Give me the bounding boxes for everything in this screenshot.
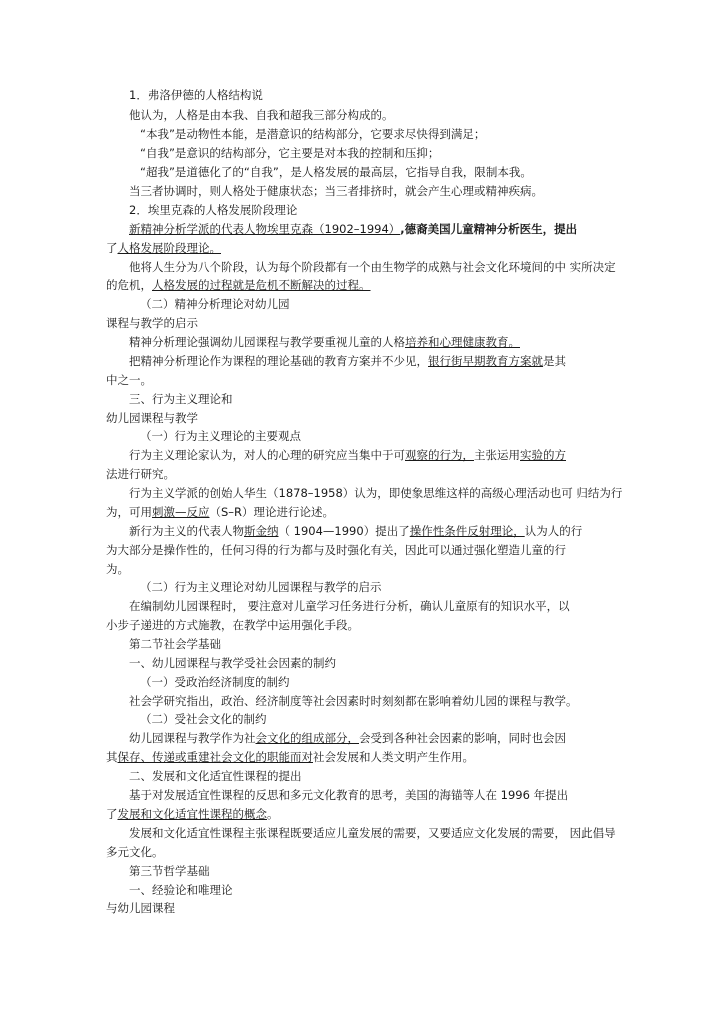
paragraph-line: 他将人生分为八个阶段，认为每个阶段都有一个由生物学的成熟与社会文化环境间的中 实所决定 — [129, 260, 616, 274]
underlined-text: 刺激—反应 — [152, 505, 210, 519]
text-fragment: ,德裔美国儿童精神分析医生，提出 — [400, 222, 578, 236]
paragraph-line: 当三者协调时，则人格处于健康状态；当三者排挤时，就会产生心理或精神疾病。 — [129, 184, 543, 198]
paragraph-line — [106, 750, 474, 764]
paragraph-line — [129, 524, 582, 538]
text-fragment: 其 — [106, 750, 118, 764]
section-heading: 二、发展和文化适宜性课程的提出 — [129, 769, 302, 783]
section-heading: 三、行为主义理论和 — [129, 392, 233, 406]
paragraph-line: 为。 — [106, 562, 129, 576]
paragraph-line: 小步子递进的方式施教，在教学中运用强化手段。 — [106, 618, 359, 632]
underlined-text: 人格发展的过程就是危机不断解决的过程。 — [152, 278, 371, 292]
text-fragment: 了 — [106, 807, 118, 821]
paragraph-line: 社会学研究指出，政治、经济制度等社会因素时时刻刻都在影响着幼儿园的课程与教学。 — [129, 694, 578, 708]
paragraph-line: 中之一。 — [106, 373, 152, 387]
paragraph-line — [106, 241, 221, 255]
underlined-text: 实验的方 — [520, 448, 566, 462]
section-heading: 第二节社会学基础 — [129, 637, 221, 651]
text-fragment: 的危机， — [106, 278, 152, 292]
heading-freud-structure: 1．弗洛伊德的人格结构说 — [129, 88, 263, 102]
underlined-text: 培养和心理健康教育。 — [405, 335, 520, 349]
text-fragment: 社会发展和人类文明产生作用。 — [313, 750, 474, 764]
text-fragment: 。 — [267, 807, 279, 821]
subsection-heading: （一）行为主义理论的主要观点 — [140, 429, 301, 443]
section-heading: 一、幼儿园课程与教学受社会因素的制约 — [129, 656, 336, 670]
paragraph-line: 为大部分是操作性的，任何习得的行为都与及时强化有关，因此可以通过强化塑造儿童的行 — [106, 543, 566, 557]
underlined-text: 发展和文化适宜性课程的概念 — [117, 807, 267, 821]
text-fragment: 了 — [106, 241, 118, 255]
section-heading: 第三节哲学基础 — [129, 864, 210, 878]
paragraph-line — [129, 222, 577, 236]
section-heading-continuation: 幼儿园课程与教学 — [106, 411, 198, 425]
paragraph-line: 法进行研究。 — [106, 467, 175, 481]
underlined-text: 斯金纳 — [244, 524, 279, 538]
text-fragment: 精神分析理论强调幼儿园课程与教学要重视儿童的人格 — [129, 335, 405, 349]
paragraph-line: 行为主义学派的创始人华生（1878–1958）认为，即使象思维这样的高级心理活动也可 归结为行 — [129, 486, 623, 500]
heading-erikson-theory: 2．埃里克森的人格发展阶段理论 — [129, 203, 298, 217]
paragraph-line — [106, 505, 334, 519]
paragraph-line: “本我”是动物性本能，是潜意识的结构部分，它要求尽快得到满足； — [140, 127, 486, 141]
text-fragment: 认为人的行 — [524, 524, 583, 538]
text-fragment: 行为主义理论家认为，对人的心理的研究应当集中于可 — [129, 448, 405, 462]
paragraph-line: 基于对发展适宜性课程的反思和多元文化教育的思考，美国的海锚等人在 1996 年提出 — [129, 788, 569, 802]
text-fragment: 为，可用 — [106, 505, 152, 519]
text-fragment: 把精神分析理论作为课程的理论基础的教育方案并不少见， — [129, 354, 428, 368]
heading-continuation: 课程与教学的启示 — [106, 316, 198, 330]
underlined-text: 会文化的组成部分， — [255, 731, 359, 745]
underlined-text: 人格发展阶段理论。 — [117, 241, 221, 255]
underlined-text: 新精神分析学派的代表人物埃里克森（1902–1994） — [129, 222, 401, 236]
text-fragment: （S–R）理论进行论述。 — [209, 505, 335, 519]
underlined-text: 操作性条件反射理论， — [409, 524, 525, 538]
text-fragment: 会受到各种社会因素的影响，同时也会因 — [359, 731, 566, 745]
paragraph-line — [129, 354, 566, 368]
text-fragment: 新行为主义的代表人物 — [129, 524, 244, 538]
subsection-heading: （二）行为主义理论对幼儿园课程与教学的启示 — [140, 580, 382, 594]
heading-psychoanalysis-implications: （二）精神分析理论对幼儿园 — [140, 297, 290, 311]
text-fragment: 主张运用 — [474, 448, 520, 462]
paragraph-line — [106, 807, 279, 821]
paragraph-line: 多元文化。 — [106, 845, 164, 859]
text-fragment: 幼儿园课程与教学作为社 — [129, 731, 256, 745]
paragraph-line — [106, 278, 371, 292]
underlined-text: 观察的行为， — [405, 448, 474, 462]
text-fragment: 是其 — [543, 354, 566, 368]
paragraph-line — [129, 335, 520, 349]
paragraph-line — [129, 448, 566, 462]
paragraph-line: 发展和文化适宜性课程主张课程既要适应儿童发展的需要，又要适应文化发展的需要， 因此倡导 — [129, 826, 616, 840]
paragraph-line: 他认为，人格是由本我、自我和超我三部分构成的。 — [129, 108, 394, 122]
paragraph-line — [129, 731, 566, 745]
section-heading: 一、经验论和唯理论 — [129, 883, 233, 897]
paragraph-line: “自我”是意识的结构部分，它主要是对本我的控制和压抑； — [140, 146, 440, 160]
subsection-heading: （二）受社会文化的制约 — [140, 712, 267, 726]
underlined-text: 保存、传递或重建社会文化的职能而对 — [117, 750, 313, 764]
section-heading-continuation: 与幼儿园课程 — [106, 901, 175, 915]
subsection-heading: （一）受政治经济制度的制约 — [140, 675, 290, 689]
paragraph-line: “超我”是道德化了的“自我”，是人格发展的最高层，它指导自我，限制本我。 — [140, 165, 532, 179]
text-fragment: （ 1904—1990）提出了 — [278, 524, 410, 538]
underlined-text: 银行街早期教育方案就 — [428, 354, 543, 368]
paragraph-line: 在编制幼儿园课程时， 要注意对儿童学习任务进行分析，确认儿童原有的知识水平，以 — [129, 599, 570, 613]
